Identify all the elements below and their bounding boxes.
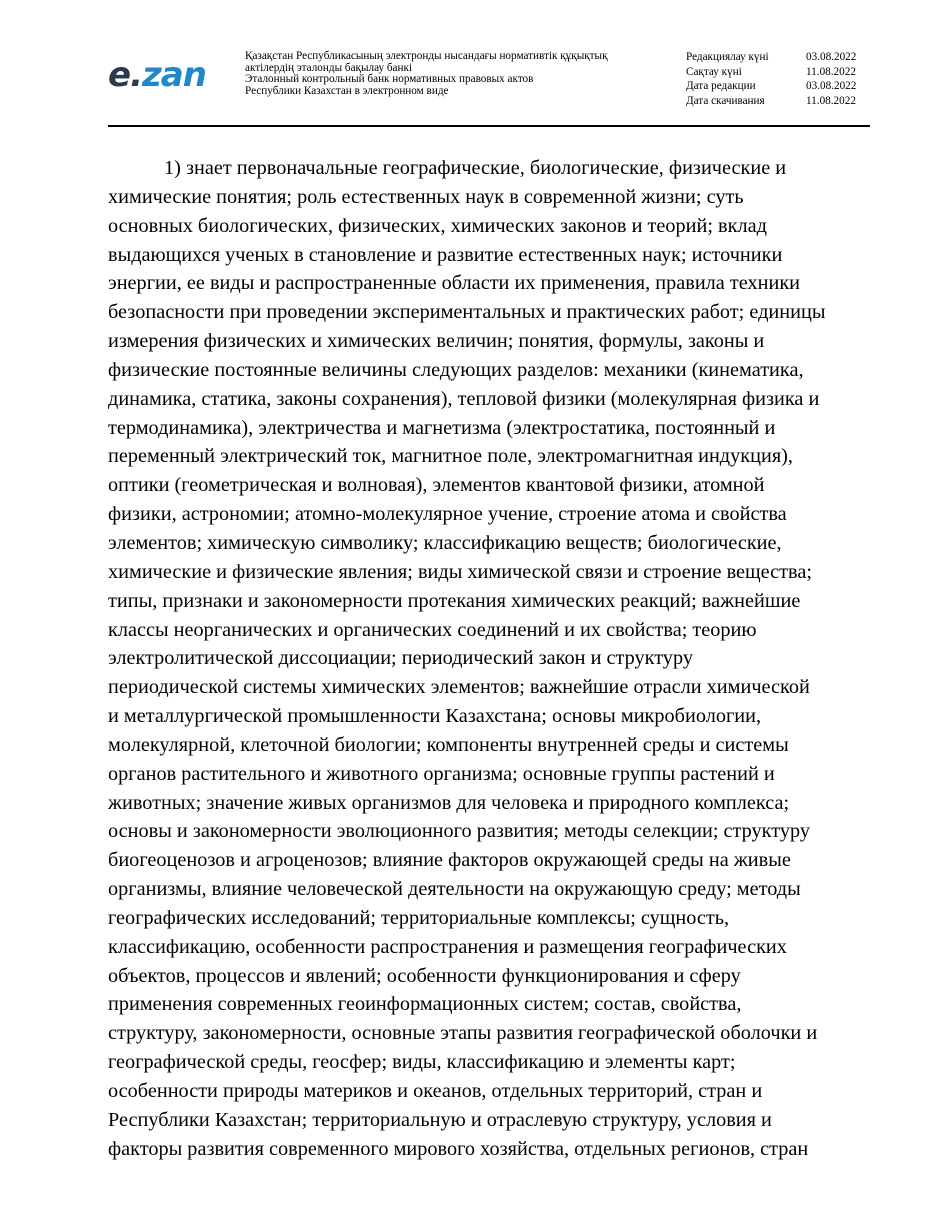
body-line: биогеоценозов и агроценозов; влияние факторов окружающей среды на живые: [108, 849, 791, 872]
body-line: энергии, ее виды и распространенные области их применения, правила техники: [108, 272, 801, 295]
body-line: физические постоянные величины следующих разделов: механики (кинематика,: [108, 358, 804, 381]
body-line: измерения физических и химических величин; понятия, формулы, законы и: [108, 330, 765, 353]
body-line: структуру, закономерности, основные этапы развития географической оболочки и: [108, 1022, 818, 1045]
header-divider: [108, 125, 870, 127]
meta-row-download-date-ru: [686, 94, 870, 109]
meta-label: Сақтау күні: [686, 65, 742, 78]
header-title-line: актілердің эталонды бақылау банкі: [245, 61, 413, 74]
body-line: классы неорганических и органических соединений и их свойства; теорию: [108, 618, 757, 641]
body-line: классификацию, особенности распространения и размещения географических: [108, 935, 787, 958]
header-dates: [686, 50, 870, 108]
body-line: элементов; химическую символику; классификацию веществ; биологические,: [108, 531, 782, 554]
meta-value: 11.08.2022: [806, 94, 856, 107]
body-line: периодической системы химических элементов; важнейшие отрасли химической: [108, 676, 810, 699]
body-line: особенности природы материков и океанов, отдельных территорий, стран и: [108, 1080, 763, 1102]
meta-label: Дата скачивания: [686, 94, 765, 107]
body-line: оптики (геометрическая и волновая), элементов квантовой физики, атомной: [108, 474, 765, 497]
body-line: и металлургической промышленности Казахстана; основы микробиологии,: [108, 705, 762, 728]
body-line: основы и закономерности эволюционного развития; методы селекции; структуру: [108, 820, 810, 843]
body-line: электролитической диссоциации; периодический закон и структуру: [108, 647, 693, 670]
meta-label: Редакциялау күні: [686, 51, 769, 63]
meta-value: 03.08.2022: [806, 80, 857, 92]
body-line: химические и физические явления; виды химической связи и строение вещества;: [108, 560, 812, 583]
body-line: Республики Казахстан; территориальную и отраслевую структуру, условия и: [108, 1108, 772, 1131]
body-line: термодинамика), электричества и магнетизма (электростатика, постоянный и: [108, 416, 776, 439]
body-line: основных биологических, физических, химических законов и теорий; вклад: [108, 214, 767, 237]
body-line: факторы развития современного мирового хозяйства, отдельных регионов, стран: [108, 1137, 809, 1160]
meta-value: 11.08.2022: [806, 65, 856, 78]
header-title-line: Эталонный контрольный банк нормативных правовых актов: [245, 73, 534, 86]
meta-row-save-date-kz: [686, 65, 870, 80]
body-line: переменный электрический ток, магнитное поле, электромагнитная индукция),: [108, 445, 793, 468]
document-body: [108, 154, 870, 1164]
header-title-line: Республики Казахстан в электронном виде: [245, 84, 449, 97]
body-line: применения современных геоинформационных систем; состав, свойства,: [108, 993, 742, 1016]
body-line: географической среды, геосфер; виды, классификацию и элементы карт;: [108, 1051, 736, 1074]
body-line: органов растительного и животного организма; основные группы растений и: [108, 762, 775, 785]
page-header: [108, 48, 870, 108]
meta-label: Дата редакции: [686, 80, 756, 92]
body-line: типы, признаки и закономерности протекания химических реакций; важнейшие: [108, 589, 801, 612]
body-line: безопасности при проведении экспериментальных и практических работ; единицы: [108, 301, 826, 324]
header-title-line: Қазақстан Республикасының электронды нысандағы нормативтік құқықтық: [245, 50, 608, 62]
body-line: физики, астрономии; атомно-молекулярное учение, строение атома и свойства: [108, 503, 787, 526]
body-line: выдающихся ученых в становление и развитие естественных наук; источники: [108, 243, 783, 266]
meta-row-edit-date-kz: [686, 50, 870, 65]
body-line: 1) знает первоначальные географические, биологические, физические и: [164, 157, 787, 179]
header-title: [245, 51, 665, 97]
body-line: географических исследований; территориальные комплексы; сущность,: [108, 906, 730, 929]
body-line: животных; значение живых организмов для человека и природного комплекса;: [108, 791, 790, 814]
body-line: молекулярной, клеточной биологии; компоненты внутренней среды и системы: [108, 733, 789, 756]
body-line: динамика, статика, законы сохранения), тепловой физики (молекулярная физика и: [108, 387, 820, 410]
body-line: химические понятия; роль естественных наук в современной жизни; суть: [108, 185, 744, 208]
meta-value: 03.08.2022: [806, 51, 857, 63]
body-line: объектов, процессов и явлений; особенности функционирования и сферу: [108, 964, 741, 987]
ezan-logo: e.zan: [108, 55, 206, 95]
body-line: организмы, влияние человеческой деятельности на окружающую среду; методы: [108, 878, 801, 901]
meta-row-edit-date-ru: [686, 79, 870, 94]
